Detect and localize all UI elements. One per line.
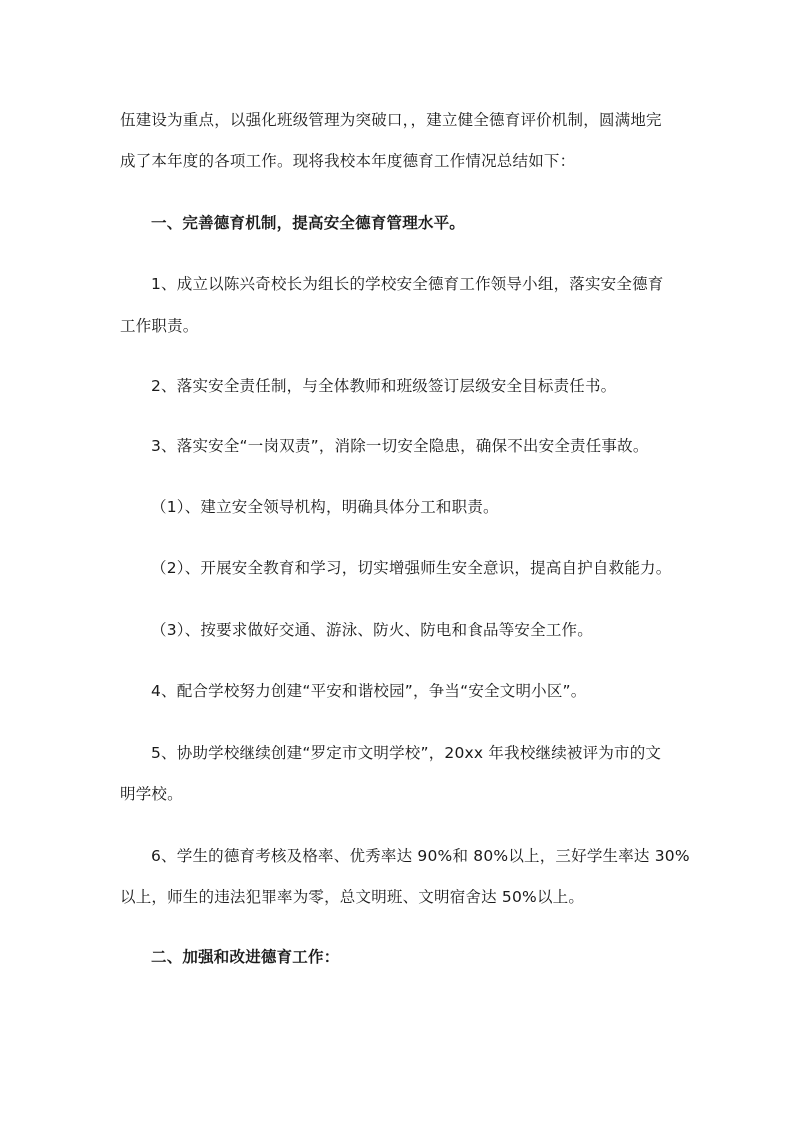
section-2-heading: 二、加强和改进德育工作： [151,948,340,966]
item-4: 4、配合学校努力创建“平安和谐校园”，争当“安全文明小区”。 [151,682,587,700]
item-1-line-1: 1、成立以陈兴奇校长为组长的学校安全德育工作领导小组，落实安全德育 [151,275,664,293]
sub-item-2: （2）、开展安全教育和学习，切实增强师生安全意识，提高自护自救能力。 [151,559,672,577]
sub-item-3: （3）、按要求做好交通、游泳、防火、防电和食品等安全工作。 [151,621,593,639]
item-5-line-1: 5、协助学校继续创建“罗定市文明学校”，20xx 年我校继续被评为市的文 [151,744,662,762]
item-6-line-1: 6、学生的德育考核及格率、优秀率达 90%和 80%以上，三好学生率达 30% [151,847,690,865]
item-2: 2、落实安全责任制，与全体教师和班级签订层级安全目标责任书。 [151,377,617,395]
item-5-line-2: 明学校。 [120,785,183,803]
section-1-heading: 一、完善德育机制，提高安全德育管理水平。 [151,214,466,232]
item-6-line-2: 以上，师生的违法犯罪率为零，总文明班、文明宿舍达 50%以上。 [120,888,585,906]
intro-line-1: 伍建设为重点，以强化班级管理为突破口，，建立健全德育评价机制，圆满地完 [120,111,662,129]
intro-line-2: 成了本年度的各项工作。现将我校本年度德育工作情况总结如下： [120,152,576,170]
item-1-line-2: 工作职责。 [120,317,199,335]
item-3: 3、落实安全“一岗双责”，消除一切安全隐患，确保不出安全责任事故。 [151,437,649,455]
sub-item-1: （1）、建立安全领导机构，明确具体分工和职责。 [151,498,499,516]
